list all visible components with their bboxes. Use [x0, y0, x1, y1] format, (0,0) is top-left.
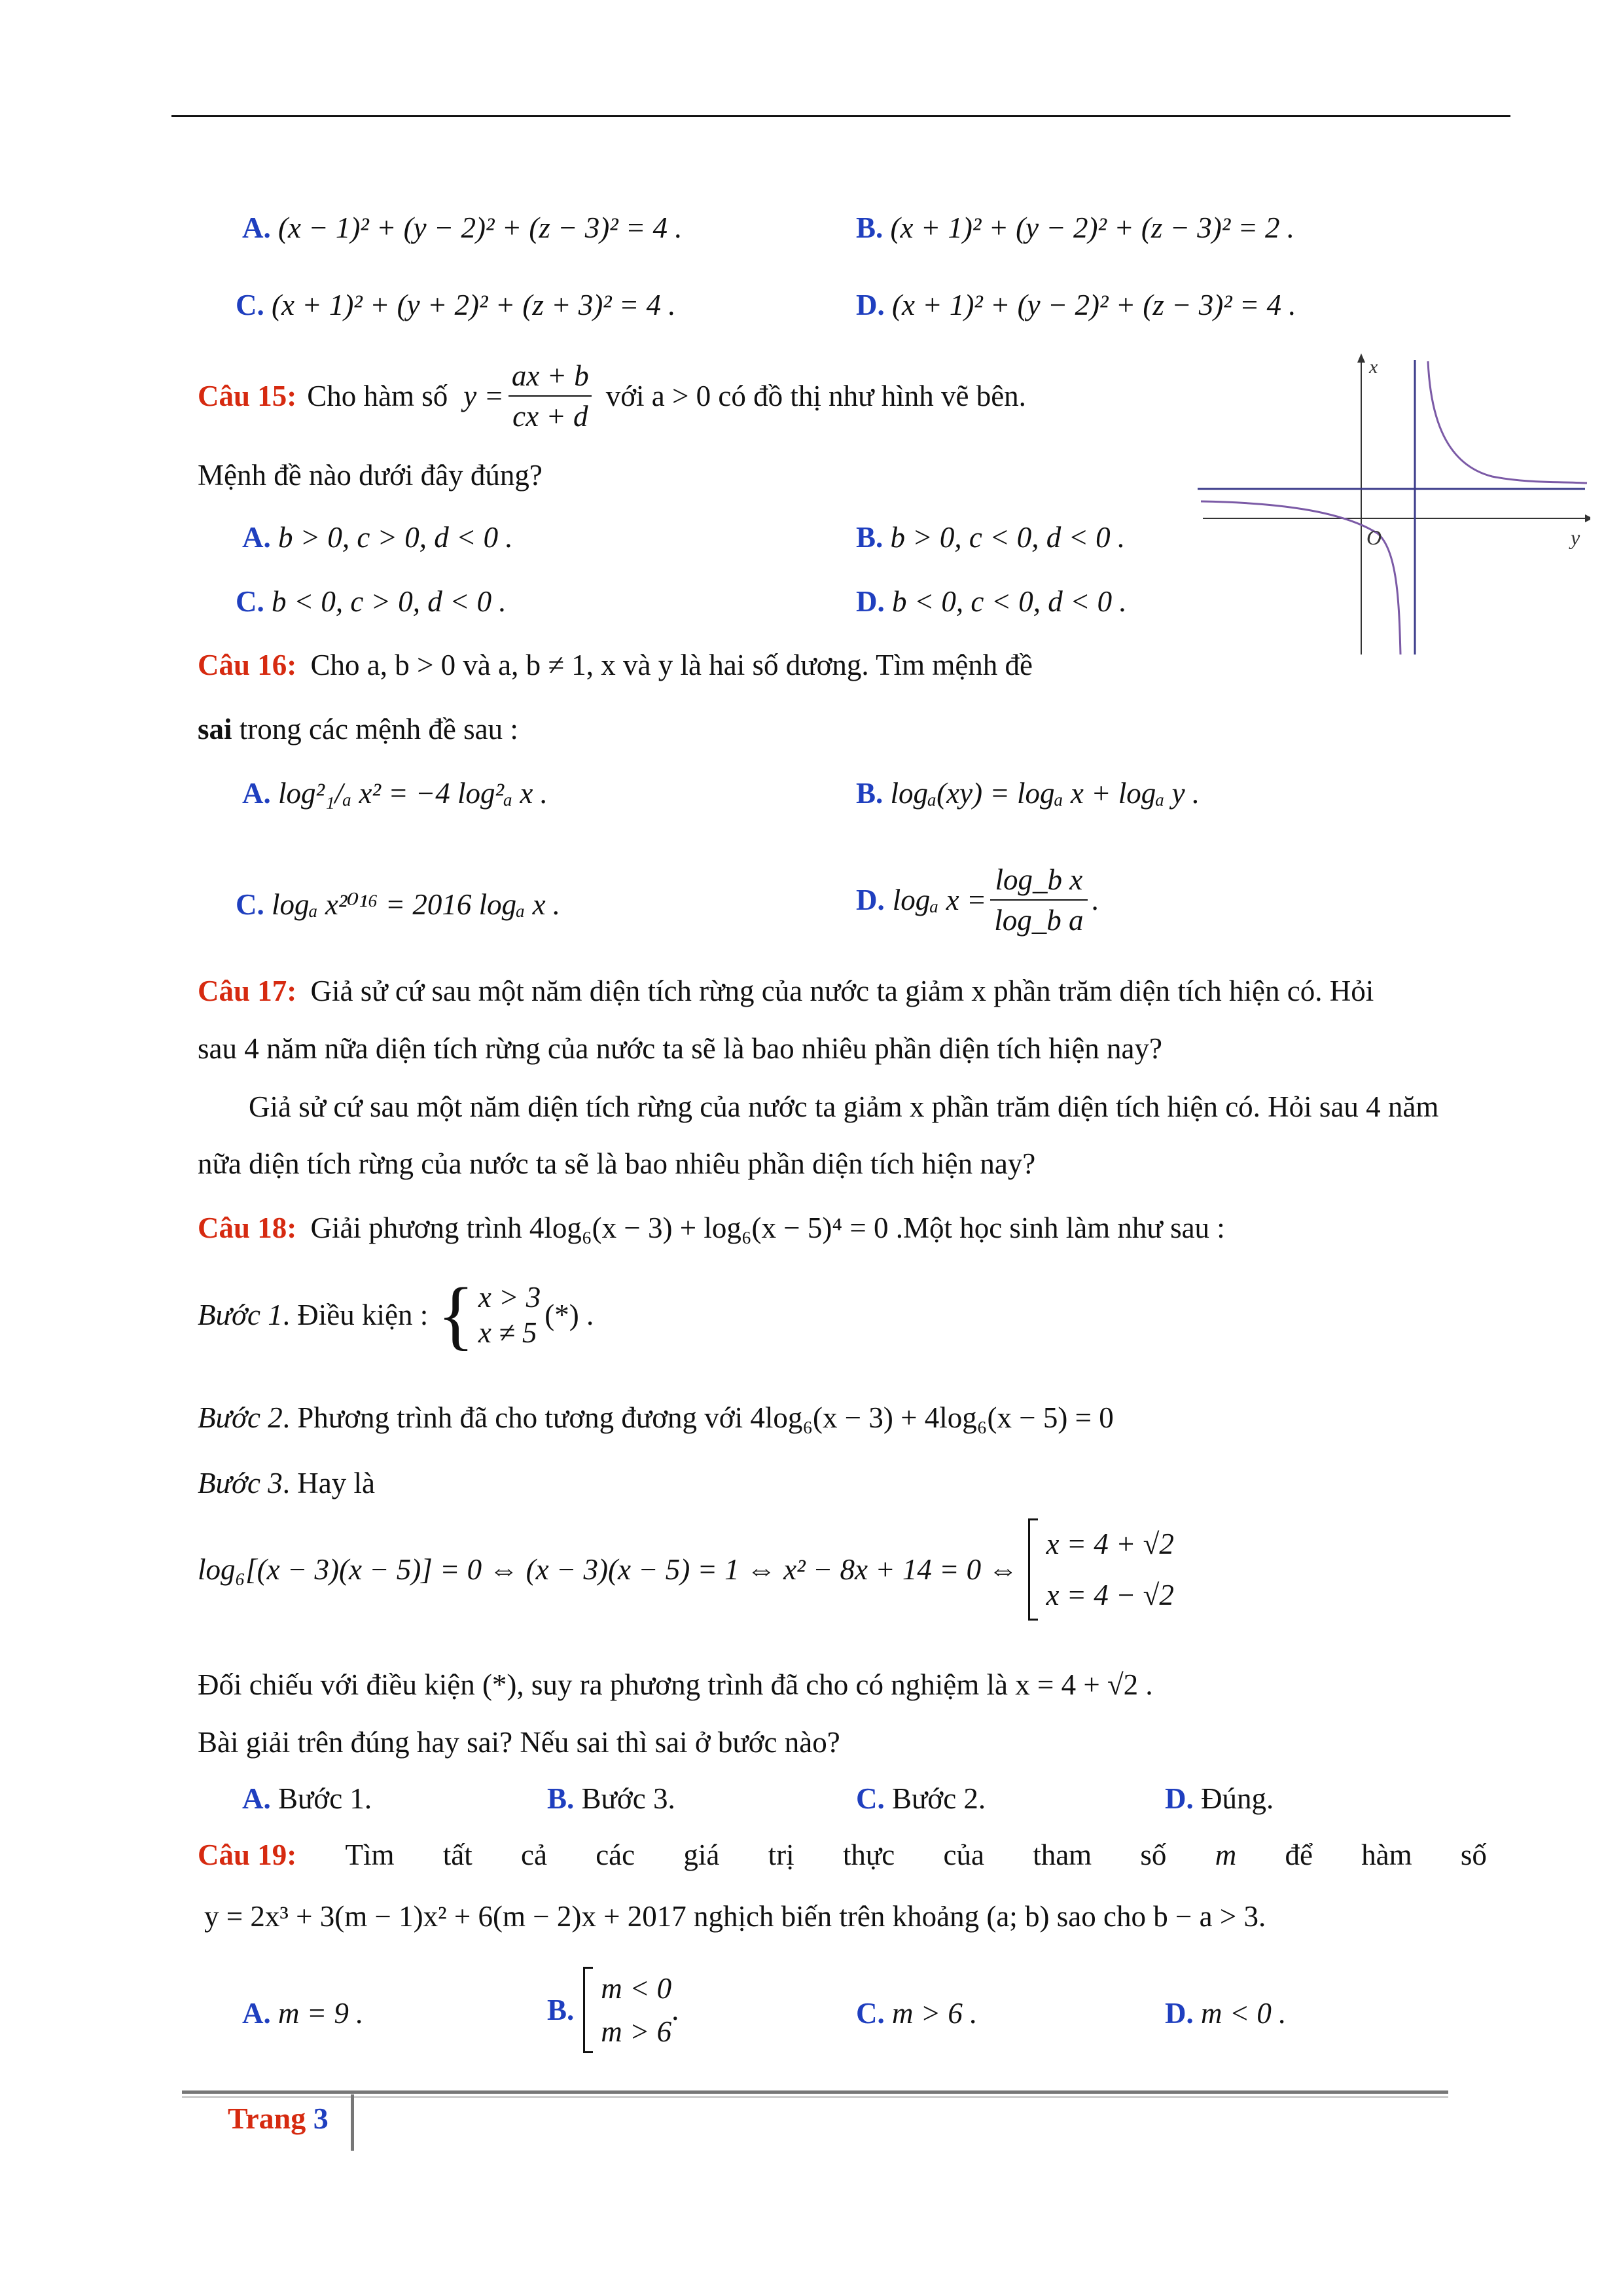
option-label: B.: [856, 777, 883, 810]
option-text: (x + 1)² + (y − 2)² + (z − 3)² = 2 .: [890, 211, 1295, 244]
option-text: (x + 1)² + (y − 2)² + (z − 3)² = 4 .: [892, 289, 1296, 321]
q19-word: của: [943, 1839, 984, 1871]
roots-bracket: [1028, 1518, 1173, 1621]
option-label: C.: [856, 1997, 885, 2030]
page-number-value: 3: [313, 2102, 329, 2135]
option-text: Bước 3.: [581, 1782, 675, 1815]
q15-option-c[interactable]: [236, 584, 507, 619]
option-text: log²₁/ₐ x² = −4 log²ₐ x .: [278, 777, 548, 810]
system-line: m < 0: [601, 1972, 672, 2005]
option-text: Bước 1.: [278, 1782, 372, 1815]
fraction-numerator: ax + b: [511, 359, 589, 392]
option-tail: .: [671, 1994, 679, 2026]
q19-option-c[interactable]: [856, 1996, 977, 2030]
q19-word: trị: [768, 1839, 794, 1871]
option-label: A.: [242, 1997, 271, 2030]
condition-star: (*) .: [544, 1299, 594, 1331]
hyperbola-upper-branch: [1428, 361, 1587, 483]
q17-stem: [198, 974, 1374, 1008]
fraction-denominator: log_b a: [990, 899, 1087, 937]
option-text: b < 0, c > 0, d < 0 .: [272, 585, 507, 618]
q19-word: thực: [842, 1839, 895, 1871]
q18-option-d[interactable]: [1165, 1782, 1274, 1816]
q16-d-fraction: [990, 863, 1087, 937]
system-line: m > 6: [601, 2015, 672, 2048]
q16-option-b[interactable]: [856, 776, 1200, 810]
q17-line4: nữa diện tích rừng của nước ta sẽ là bao nhiêu phần diện tích hiện nay?: [198, 1147, 1036, 1180]
option-label: C.: [236, 585, 264, 618]
condition-system: { x > 3 x ≠ 5: [437, 1272, 541, 1357]
option-label: A.: [242, 1782, 271, 1815]
graph-x-axis-label: y: [1571, 526, 1580, 549]
q15-fraction: [508, 359, 593, 433]
q19-word: m: [1215, 1839, 1237, 1871]
option-text: logₐ(xy) = logₐ x + logₐ y .: [890, 777, 1200, 810]
q19-option-b[interactable]: [547, 1967, 679, 2053]
q16-stem: [198, 648, 1033, 682]
footer-rule-shadow: [182, 2096, 1448, 2098]
q14-option-d[interactable]: [856, 288, 1296, 322]
option-label: D.: [1165, 1997, 1194, 2030]
hyperbola-lower-branch: [1201, 501, 1400, 655]
option-label: C.: [236, 289, 264, 321]
q15-option-b[interactable]: [856, 520, 1125, 554]
q19-option-a[interactable]: [242, 1996, 363, 2030]
option-label: A.: [242, 211, 271, 244]
q14-option-a[interactable]: [242, 211, 683, 245]
q16-option-a[interactable]: [242, 776, 548, 810]
q15-option-d[interactable]: [856, 584, 1127, 619]
q18-stem: [198, 1211, 1225, 1245]
fraction-numerator: log_b x: [995, 863, 1083, 896]
q18-conclusion: Đối chiếu với điều kiện (*), suy ra phương trình đã cho có nghiệm là x = 4 + √2 .: [198, 1668, 1153, 1701]
q19-word: tất: [442, 1839, 473, 1871]
footer-divider: [351, 2094, 354, 2151]
q19-word: Tìm: [345, 1839, 395, 1871]
graph-y-axis-label: x: [1369, 356, 1378, 378]
root: x = 4 + √2: [1046, 1528, 1174, 1560]
option-text: m < 0 .: [1201, 1997, 1287, 2030]
option-label: B.: [856, 211, 883, 244]
q19-word: giá: [683, 1839, 720, 1871]
q18-question: Bài giải trên đúng hay sai? Nếu sai thì sai ở bước nào?: [198, 1726, 840, 1759]
option-text: m = 9 .: [278, 1997, 364, 2030]
option-text: logₐ x =: [892, 884, 987, 916]
option-text: m > 6 .: [892, 1997, 978, 2030]
q18-option-a[interactable]: [242, 1782, 372, 1816]
option-text: b > 0, c < 0, d < 0 .: [890, 521, 1126, 554]
q16-line2-rest: trong các mệnh đề sau :: [232, 713, 518, 745]
option-label: D.: [856, 884, 885, 916]
step-text: . Phương trình đã cho tương đương với 4log₆(x − 3) + 4log₆(x − 5) = 0: [282, 1401, 1114, 1434]
step-label: Bước 2: [198, 1401, 283, 1434]
question-number: Câu 18:: [198, 1211, 297, 1244]
q19-word: tham: [1033, 1839, 1092, 1871]
q17-line1: Giả sử cứ sau một năm diện tích rừng của nước ta giảm x phần trăm diện tích hiện có. Hỏi: [310, 975, 1374, 1007]
option-text: (x − 1)² + (y − 2)² + (z − 3)² = 4 .: [278, 211, 683, 244]
graph-arrowhead-icon: [1357, 353, 1365, 363]
q19-word: các: [596, 1839, 635, 1871]
q19-option-d[interactable]: [1165, 1996, 1286, 2030]
q15-question: Mệnh đề nào dưới đây đúng?: [198, 459, 543, 492]
q18-option-c[interactable]: [856, 1782, 986, 1816]
q19-word: hàm: [1361, 1839, 1412, 1871]
option-label: D.: [856, 585, 885, 618]
question-number: Câu 19:: [198, 1839, 297, 1871]
q18-step2: [198, 1401, 1114, 1435]
q19-stem: [198, 1838, 1487, 1872]
option-label: B.: [856, 521, 883, 554]
option-label: C.: [236, 888, 264, 921]
option-bracket: [583, 1967, 671, 2053]
question-number: Câu 15:: [198, 380, 297, 412]
q17-line2: sau 4 năm nữa diện tích rừng của nước ta sẽ là bao nhiêu phần diện tích hiện nay?: [198, 1032, 1162, 1065]
q16-option-c[interactable]: [236, 887, 560, 922]
option-text: Bước 2.: [892, 1782, 986, 1815]
option-label: D.: [1165, 1782, 1194, 1815]
page-label: Trang: [228, 2102, 306, 2135]
q19-word: số: [1460, 1839, 1487, 1871]
step-text: . Điều kiện :: [282, 1299, 429, 1331]
step-label: Bước 3: [198, 1467, 283, 1499]
q16-option-d[interactable]: D. logₐ x = $\frac{\text{log\_b x}}{\text{log\_b a}}$ .: [856, 863, 1099, 937]
fraction-denominator: cx + d: [508, 395, 592, 433]
system-line: x ≠ 5: [478, 1316, 537, 1349]
page-number: [228, 2101, 329, 2136]
option-text: b < 0, c < 0, d < 0 .: [892, 585, 1127, 618]
root: x = 4 − √2: [1046, 1579, 1174, 1611]
q14-option-b[interactable]: [856, 211, 1294, 245]
q18-step3: [198, 1466, 375, 1500]
q18-line1: Giải phương trình 4log₆(x − 3) + log₆(x − 5)⁴ = 0 .Một học sinh làm như sau :: [310, 1211, 1225, 1244]
q19-word: số: [1140, 1839, 1167, 1871]
option-text: b > 0, c > 0, d < 0 .: [278, 521, 513, 554]
q15-y-eq: y =: [463, 380, 504, 412]
q17-line3: Giả sử cứ sau một năm diện tích rừng của nước ta giảm x phần trăm diện tích hiện có. Hỏi sau 4 năm: [249, 1090, 1439, 1123]
q15-condition: với a > 0 có đồ thị như hình vẽ bên.: [605, 380, 1026, 412]
question-number: Câu 16:: [198, 649, 297, 681]
option-label: A.: [242, 521, 271, 554]
question-number: Câu 17:: [198, 975, 297, 1007]
option-text: Đúng.: [1201, 1782, 1274, 1815]
option-label: D.: [856, 289, 885, 321]
equation-chain: log₆[(x − 3)(x − 5)] = 0 ⇔ (x − 3)(x − 5) = 1 ⇔ x² − 8x + 14 = 0 ⇔: [198, 1553, 1018, 1586]
graph-origin-label: O: [1366, 526, 1382, 549]
q16-line1: Cho a, b > 0 và a, b ≠ 1, x và y là hai số dương. Tìm mệnh đề: [310, 649, 1033, 681]
footer-rule: [182, 2090, 1448, 2094]
option-label: A.: [242, 777, 271, 810]
option-text: logₐ x²⁰¹⁶ = 2016 logₐ x .: [272, 888, 561, 921]
q14-option-c[interactable]: [236, 288, 676, 322]
header-rule: [171, 115, 1510, 117]
option-label: C.: [856, 1782, 885, 1815]
q18-option-b[interactable]: [547, 1782, 675, 1816]
q15-option-a[interactable]: [242, 520, 513, 554]
q19-word: để: [1285, 1839, 1313, 1871]
option-label: B.: [547, 1994, 575, 2026]
q19-line2: y = 2x³ + 3(m − 1)x² + 6(m − 2)x + 2017 nghịch biến trên khoảng (a; b) sao cho b − a > 3.: [204, 1900, 1266, 1933]
q15-intro: Cho hàm số: [307, 380, 448, 412]
step-text: . Hay là: [282, 1467, 375, 1499]
q19-word: cả: [521, 1839, 547, 1871]
q16-sai: sai: [198, 713, 232, 745]
system-line: x > 3: [478, 1281, 541, 1314]
q15-stem: [198, 359, 1026, 433]
q15-graph: [1198, 353, 1590, 661]
graph-arrowhead-icon: [1585, 514, 1590, 522]
option-text: (x + 1)² + (y + 2)² + (z + 3)² = 4 .: [272, 289, 676, 321]
q18-main-equation: [198, 1518, 1174, 1621]
q16-line2: [198, 712, 518, 746]
step-label: Bước 1: [198, 1299, 283, 1331]
q18-step1: [198, 1272, 594, 1357]
option-label: B.: [547, 1782, 575, 1815]
